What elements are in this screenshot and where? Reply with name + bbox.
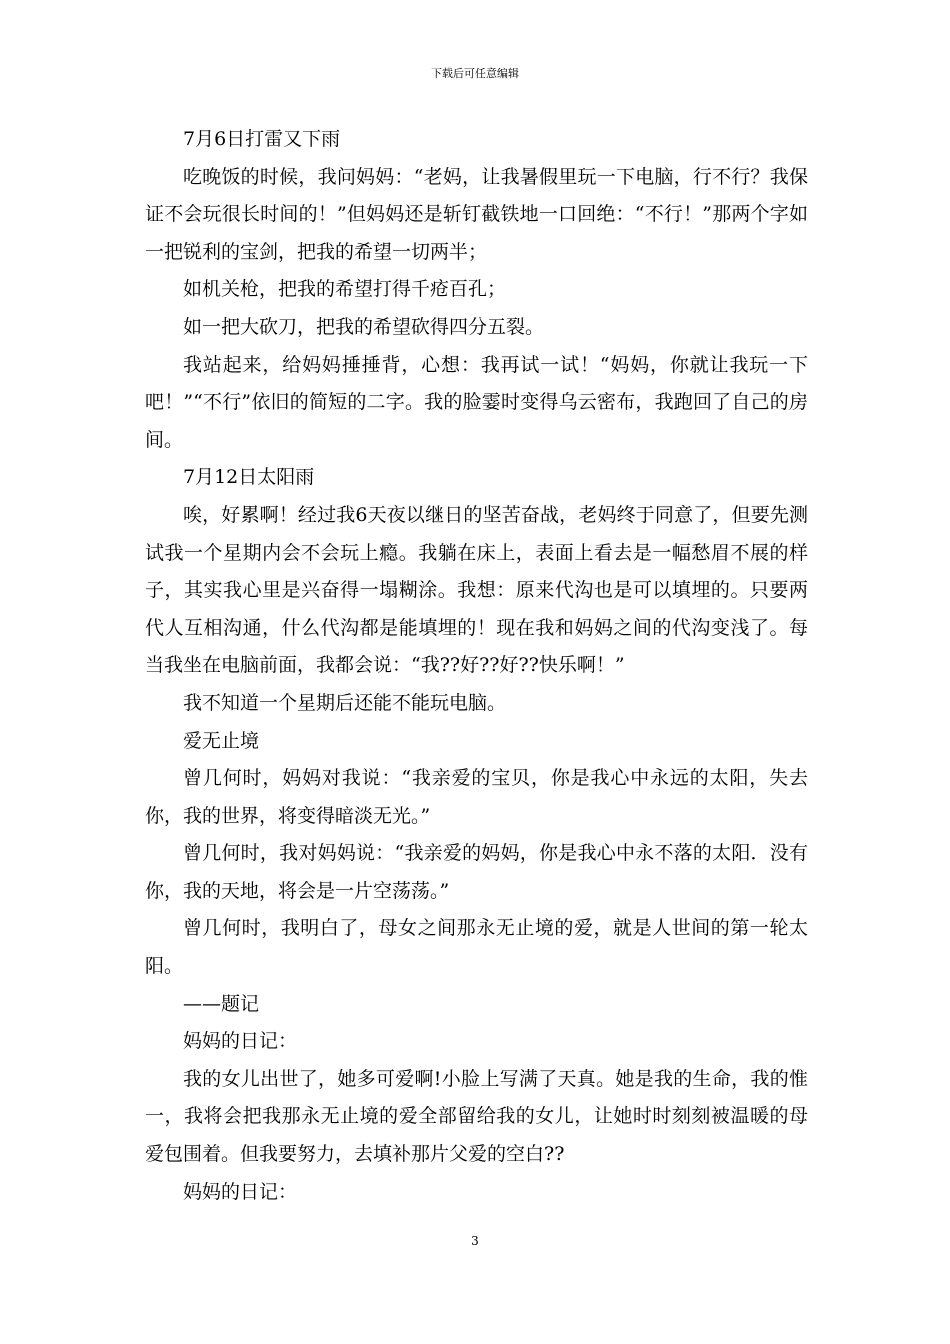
paragraph: 如机关枪，把我的希望打得千疮百孔； [183,278,507,301]
paragraph: ——题记 [183,992,260,1015]
paragraph: 如一把大砍刀，把我的希望砍得四分五裂。 [183,315,545,338]
paragraph: 曾几何时，妈妈对我说：“我亲爱的宝贝，你是我心中永远的太阳，失去你，我的世界，将变得暗淡无光。” [145,767,808,827]
paragraph: 曾几何时，我对妈妈说：“我亲爱的妈妈，你是我心中永不落的太阳．没有你，我的天地，将会是一片空荡荡。” [145,842,808,902]
paragraph: 爱无止境 [183,729,260,752]
paragraph: 我站起来，给妈妈捶捶背，心想：我再试一试！“妈妈，你就让我玩一下吧！”“不行”依旧的简短的二字。我的脸霎时变得乌云密布，我跑回了自己的房间。 [145,353,808,451]
page-header: 下载后可任意编辑 [431,67,519,80]
document-body [145,121,808,1211]
paragraph: 吃晚饭的时候，我问妈妈：“老妈，让我暑假里玩一下电脑，行不行？我保证不会玩很长时间的！”但妈妈还是斩钉截铁地一口回绝：“不行！”那两个字如一把锐利的宝剑，把我的希望一切两半； [145,165,808,263]
paragraph: 曾几何时，我明白了，母女之间那永无止境的爱，就是人世间的第一轮太阳。 [145,917,808,978]
paragraph: 妈妈的日记： [183,1030,298,1053]
paragraph: 7月6日打雷又下雨 [183,128,341,150]
paragraph: 我的女儿出世了，她多可爱啊!小脸上写满了天真。她是我的生命，我的惟一，我将会把我那永无止境的爱全部留给我的女儿，让她时时刻刻被温暖的母爱包围着。但我要努力，去填补那片父爱的空白?? [145,1067,808,1166]
page-number: 3 [471,1234,479,1248]
paragraph: 7月12日太阳雨 [183,466,315,489]
paragraph: 妈妈的日记： [183,1180,298,1203]
paragraph: 唉，好累啊！经过我6天夜以继日的坚苦奋战，老妈终于同意了，但要先测试我一个星期内会不会玩上瘾。我躺在床上，表面上看去是一幅愁眉不展的样子，其实我心里是兴奋得一塌糊涂。我想：原来代沟也是可以填埋的。只要两代人互相沟通，什么代沟都是能填埋的！现在我和妈妈之间的代沟变浅了。每当我坐在电脑前面，我都会说：“我??好??好??快乐啊！” [145,503,808,677]
paragraph: 我不知道一个星期后还能不能玩电脑。 [183,691,507,714]
